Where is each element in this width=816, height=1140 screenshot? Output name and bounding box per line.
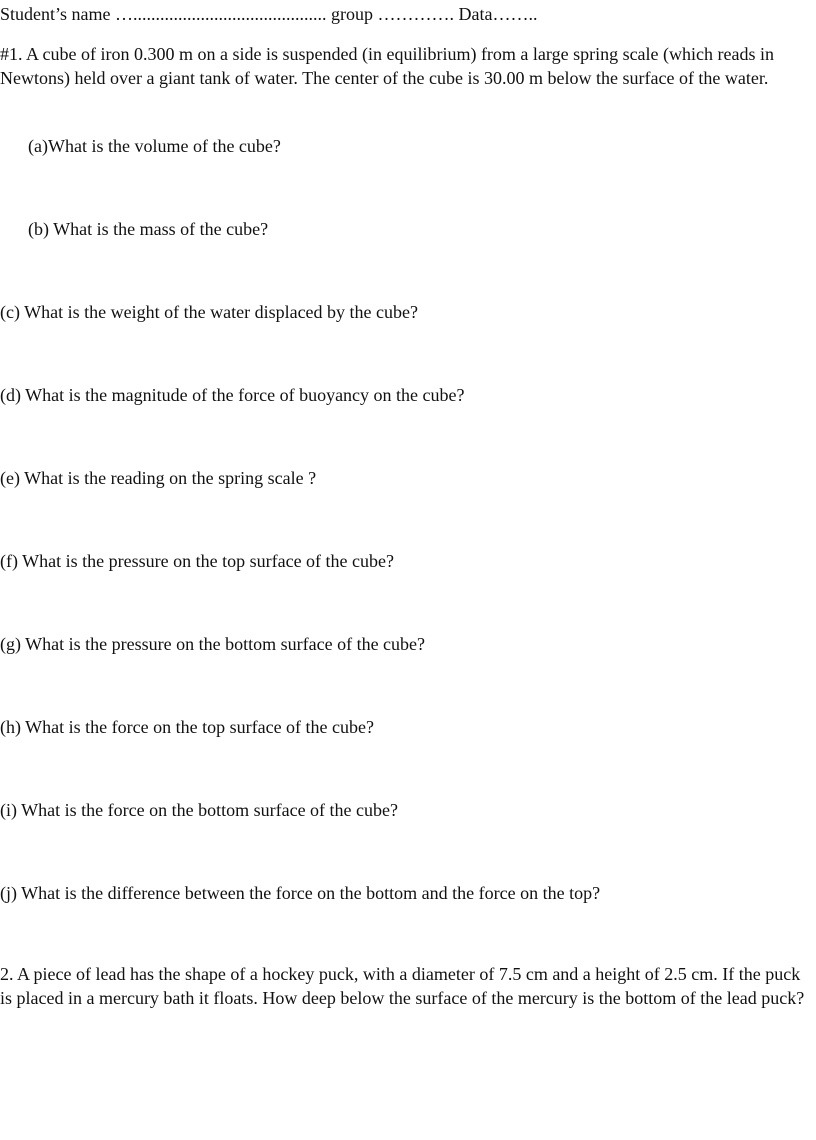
question-e: (e) What is the reading on the spring scale ? [0, 468, 317, 488]
question-j: (j) What is the difference between the force on the bottom and the force on the top? [0, 883, 601, 903]
student-header: Student’s name …........................................... group …………. Data…….. [0, 4, 538, 24]
question-h: (h) What is the force on the top surface of the cube? [0, 717, 375, 737]
question-i: (i) What is the force on the bottom surface of the cube? [0, 800, 399, 820]
problem-2-statement: 2. A piece of lead has the shape of a hockey puck, with a diameter of 7.5 cm and a height of 2.5 cm. If the puck is placed in a mercury bath it floats. How deep below the surface of the mercury is the bottom of the lead puck? [0, 964, 805, 1008]
question-b: (b) What is the mass of the cube? [28, 219, 269, 239]
problem-1-statement: #1. A cube of iron 0.300 m on a side is suspended (in equilibrium) from a large spring scale (which reads in Newtons) held over a giant tank of water. The center of the cube is 30.00 m below the surface of the water. [0, 44, 774, 88]
question-a: (a)What is the volume of the cube? [28, 136, 281, 156]
question-d: (d) What is the magnitude of the force of buoyancy on the cube? [0, 385, 465, 405]
question-f: (f) What is the pressure on the top surface of the cube? [0, 551, 395, 571]
question-c: (c) What is the weight of the water displaced by the cube? [0, 302, 419, 322]
question-g: (g) What is the pressure on the bottom surface of the cube? [0, 634, 426, 654]
